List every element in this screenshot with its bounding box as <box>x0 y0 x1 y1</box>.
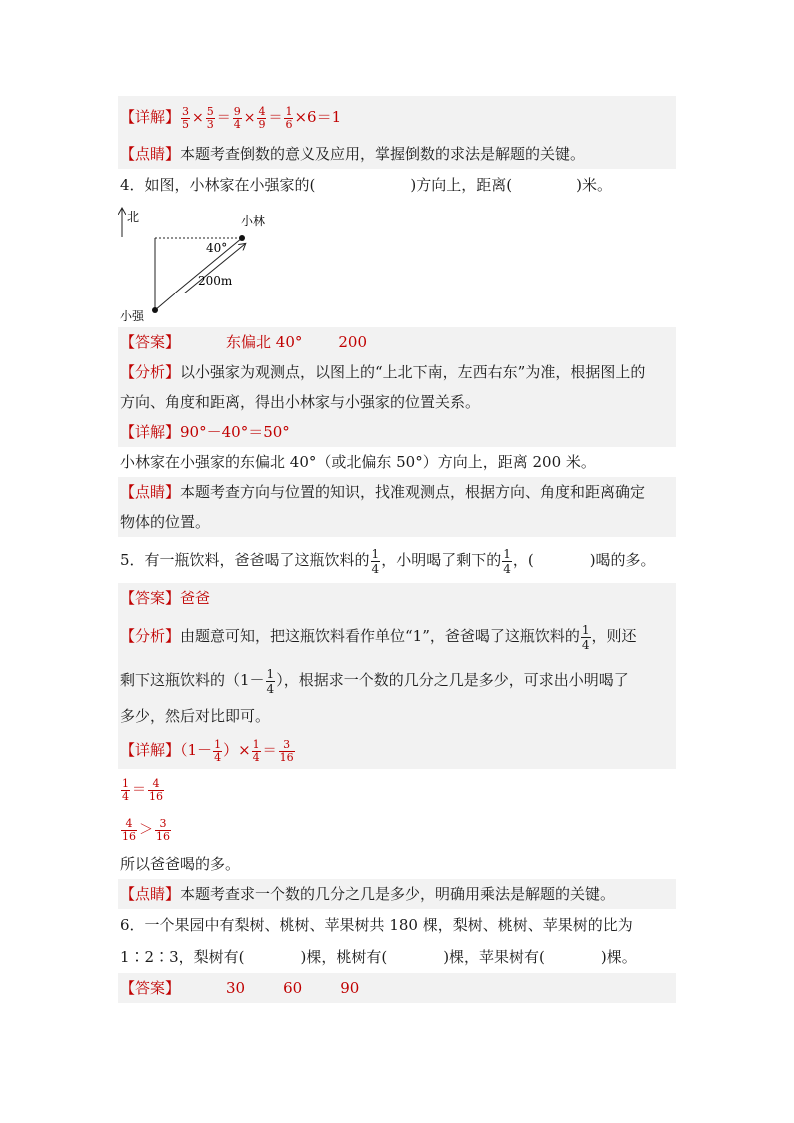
q4-answer-row: 【答案】 东偏北 40° 200 <box>118 327 676 357</box>
fraction: $\frac{1}{6}$ <box>285 104 293 131</box>
q6-answer-pear: 30 <box>226 979 246 997</box>
q4-figure-base <box>118 293 676 327</box>
fraction: $\frac{5}{3}$ <box>206 104 214 131</box>
q4-detail-line2: 小林家在小强家的东偏北 40°（或北偏东 50°）方向上，距离 200 米。 <box>120 453 596 471</box>
xiaolin-label: 小林 <box>241 214 266 228</box>
fraction: $\frac{4}{16}$ <box>149 776 163 803</box>
q4-point-line1: 本题考查方向与位置的知识，找准观测点，根据方向、角度和距离确定 <box>180 483 646 501</box>
q4-point-line2: 物体的位置。 <box>120 513 211 531</box>
direction-line-end <box>155 293 175 310</box>
q4-point-block: 【点睛】本题考查方向与位置的知识，找准观测点，根据方向、角度和距离确定 物体的位置。 <box>118 477 676 537</box>
q3-point-row <box>118 139 676 169</box>
q6-answer-row: 【答案】 30 60 90 <box>118 973 676 1003</box>
q4-analysis-line2: 方向、角度和距离，得出小林家与小强家的位置关系。 <box>120 393 481 411</box>
north-label: 北 <box>127 210 140 224</box>
q5-point-row: 【点睛】本题考查求一个数的几分之几是多少，明确用乘法是解题的关键。 <box>118 879 676 909</box>
fraction: $\frac{1}{4}$ <box>122 776 129 803</box>
q5-answer-value: 爸爸 <box>180 589 211 607</box>
fraction: $\frac{1}{4}$ <box>214 737 222 764</box>
fraction-one-quarter: $\frac{1}{4}$ <box>371 546 380 576</box>
q5-stem: 5．有一瓶饮料，爸爸喝了这瓶饮料的 $\frac{1}{4}$ ，小明喝了剩下的 $\frac{1}{4}$ ，( )喝的多。 <box>120 546 656 576</box>
q5-detail-expression: （1－ $\frac{1}{4}$ ）× $\frac{1}{4}$ ＝ $\frac{3}{16}$ <box>180 737 294 764</box>
q6-answer-apple: 90 <box>340 979 360 997</box>
fraction: $\frac{9}{4}$ <box>233 104 241 131</box>
fraction-one-quarter: $\frac{1}{4}$ <box>266 666 275 696</box>
fraction: $\frac{3}{5}$ <box>182 104 190 131</box>
answer-key-page <box>118 96 676 1003</box>
xiaolin-point <box>239 235 245 241</box>
q5-comparison: $\frac{4}{16}$ ＞ $\frac{3}{16}$ <box>122 816 170 843</box>
q3-detail-row <box>118 96 676 139</box>
distance-label: 200m <box>198 274 233 288</box>
detail-tag: 【详解】 <box>120 108 181 126</box>
q4-stem: 4．如图，小林家在小强家的( )方向上，距离( )米。 <box>120 176 612 194</box>
q6-stem-line2: 1∶2∶3，梨树有( )棵，桃树有( )棵，苹果树有( )棵。 <box>120 948 637 966</box>
fraction: $\frac{3}{16}$ <box>279 737 294 764</box>
xiaoqiang-point <box>152 307 158 313</box>
direction-diagram-base <box>118 293 318 327</box>
q4-analysis-block: 【分析】以小强家为观测点，以图上的“上北下南，左西右东”为准，根据图上的 方向、角度和距离，得出小林家与小强家的位置关系。 【详解】90°－40°＝50° <box>118 357 676 447</box>
direction-diagram <box>118 201 318 293</box>
fraction: $\frac{4}{16}$ <box>122 816 136 843</box>
q4-detail-expr: 90°－40°＝50° <box>180 423 290 441</box>
q6-stem-line1: 6．一个果园中有梨树、桃树、苹果树共 180 棵，梨树、桃树、苹果树的比为 <box>120 916 633 934</box>
q5-conclusion: 所以爸爸喝的多。 <box>120 855 241 873</box>
fraction: $\frac{1}{4}$ <box>252 737 260 764</box>
q5-equivalence: $\frac{1}{4}$ ＝ $\frac{4}{16}$ <box>122 776 163 803</box>
q5-answer-block: 【答案】爸爸 【分析】由题意可知，把这瓶饮料看作单位“1”，爸爸喝了这瓶饮料的 $\frac{1}{4}$ ，则还 剩下这瓶饮料的（1－ $\frac{1}{4}$ ），根据求一个数的几分之几是多少，可求出小明喝了 多少，然后对比即可。 【详解】（1－ $\frac{1}{4}$ ）× $\frac{1}{4}$ ＝ $\frac{3}{16}$ <box>118 583 676 769</box>
fraction-one-quarter: $\frac{1}{4}$ <box>581 622 590 652</box>
point-tag: 【点睛】 <box>120 145 181 163</box>
q4-direction-figure <box>118 201 676 293</box>
q4-answer-direction: 东偏北 40° <box>226 333 303 351</box>
q4-answer-distance: 200 <box>338 333 368 351</box>
fraction: $\frac{4}{9}$ <box>258 104 266 131</box>
q4-analysis-line1: 以小强家为观测点，以图上的“上北下南，左西右东”为准，根据图上的 <box>180 363 646 381</box>
angle-label: 40° <box>206 241 228 255</box>
q3-detail-expression: $\frac{3}{5}$ × $\frac{5}{3}$ ＝ $\frac{9}{4}$ × $\frac{4}{9}$ ＝ $\frac{1}{6}$ ×6＝1 <box>182 104 342 131</box>
fraction-one-quarter: $\frac{1}{4}$ <box>503 546 511 576</box>
fraction: $\frac{3}{16}$ <box>156 816 170 843</box>
xiaoqiang-label: 小强 <box>120 309 145 323</box>
q6-answer-peach: 60 <box>283 979 303 997</box>
q3-point-text: 本题考查倒数的意义及应用，掌握倒数的求法是解题的关键。 <box>180 145 586 163</box>
